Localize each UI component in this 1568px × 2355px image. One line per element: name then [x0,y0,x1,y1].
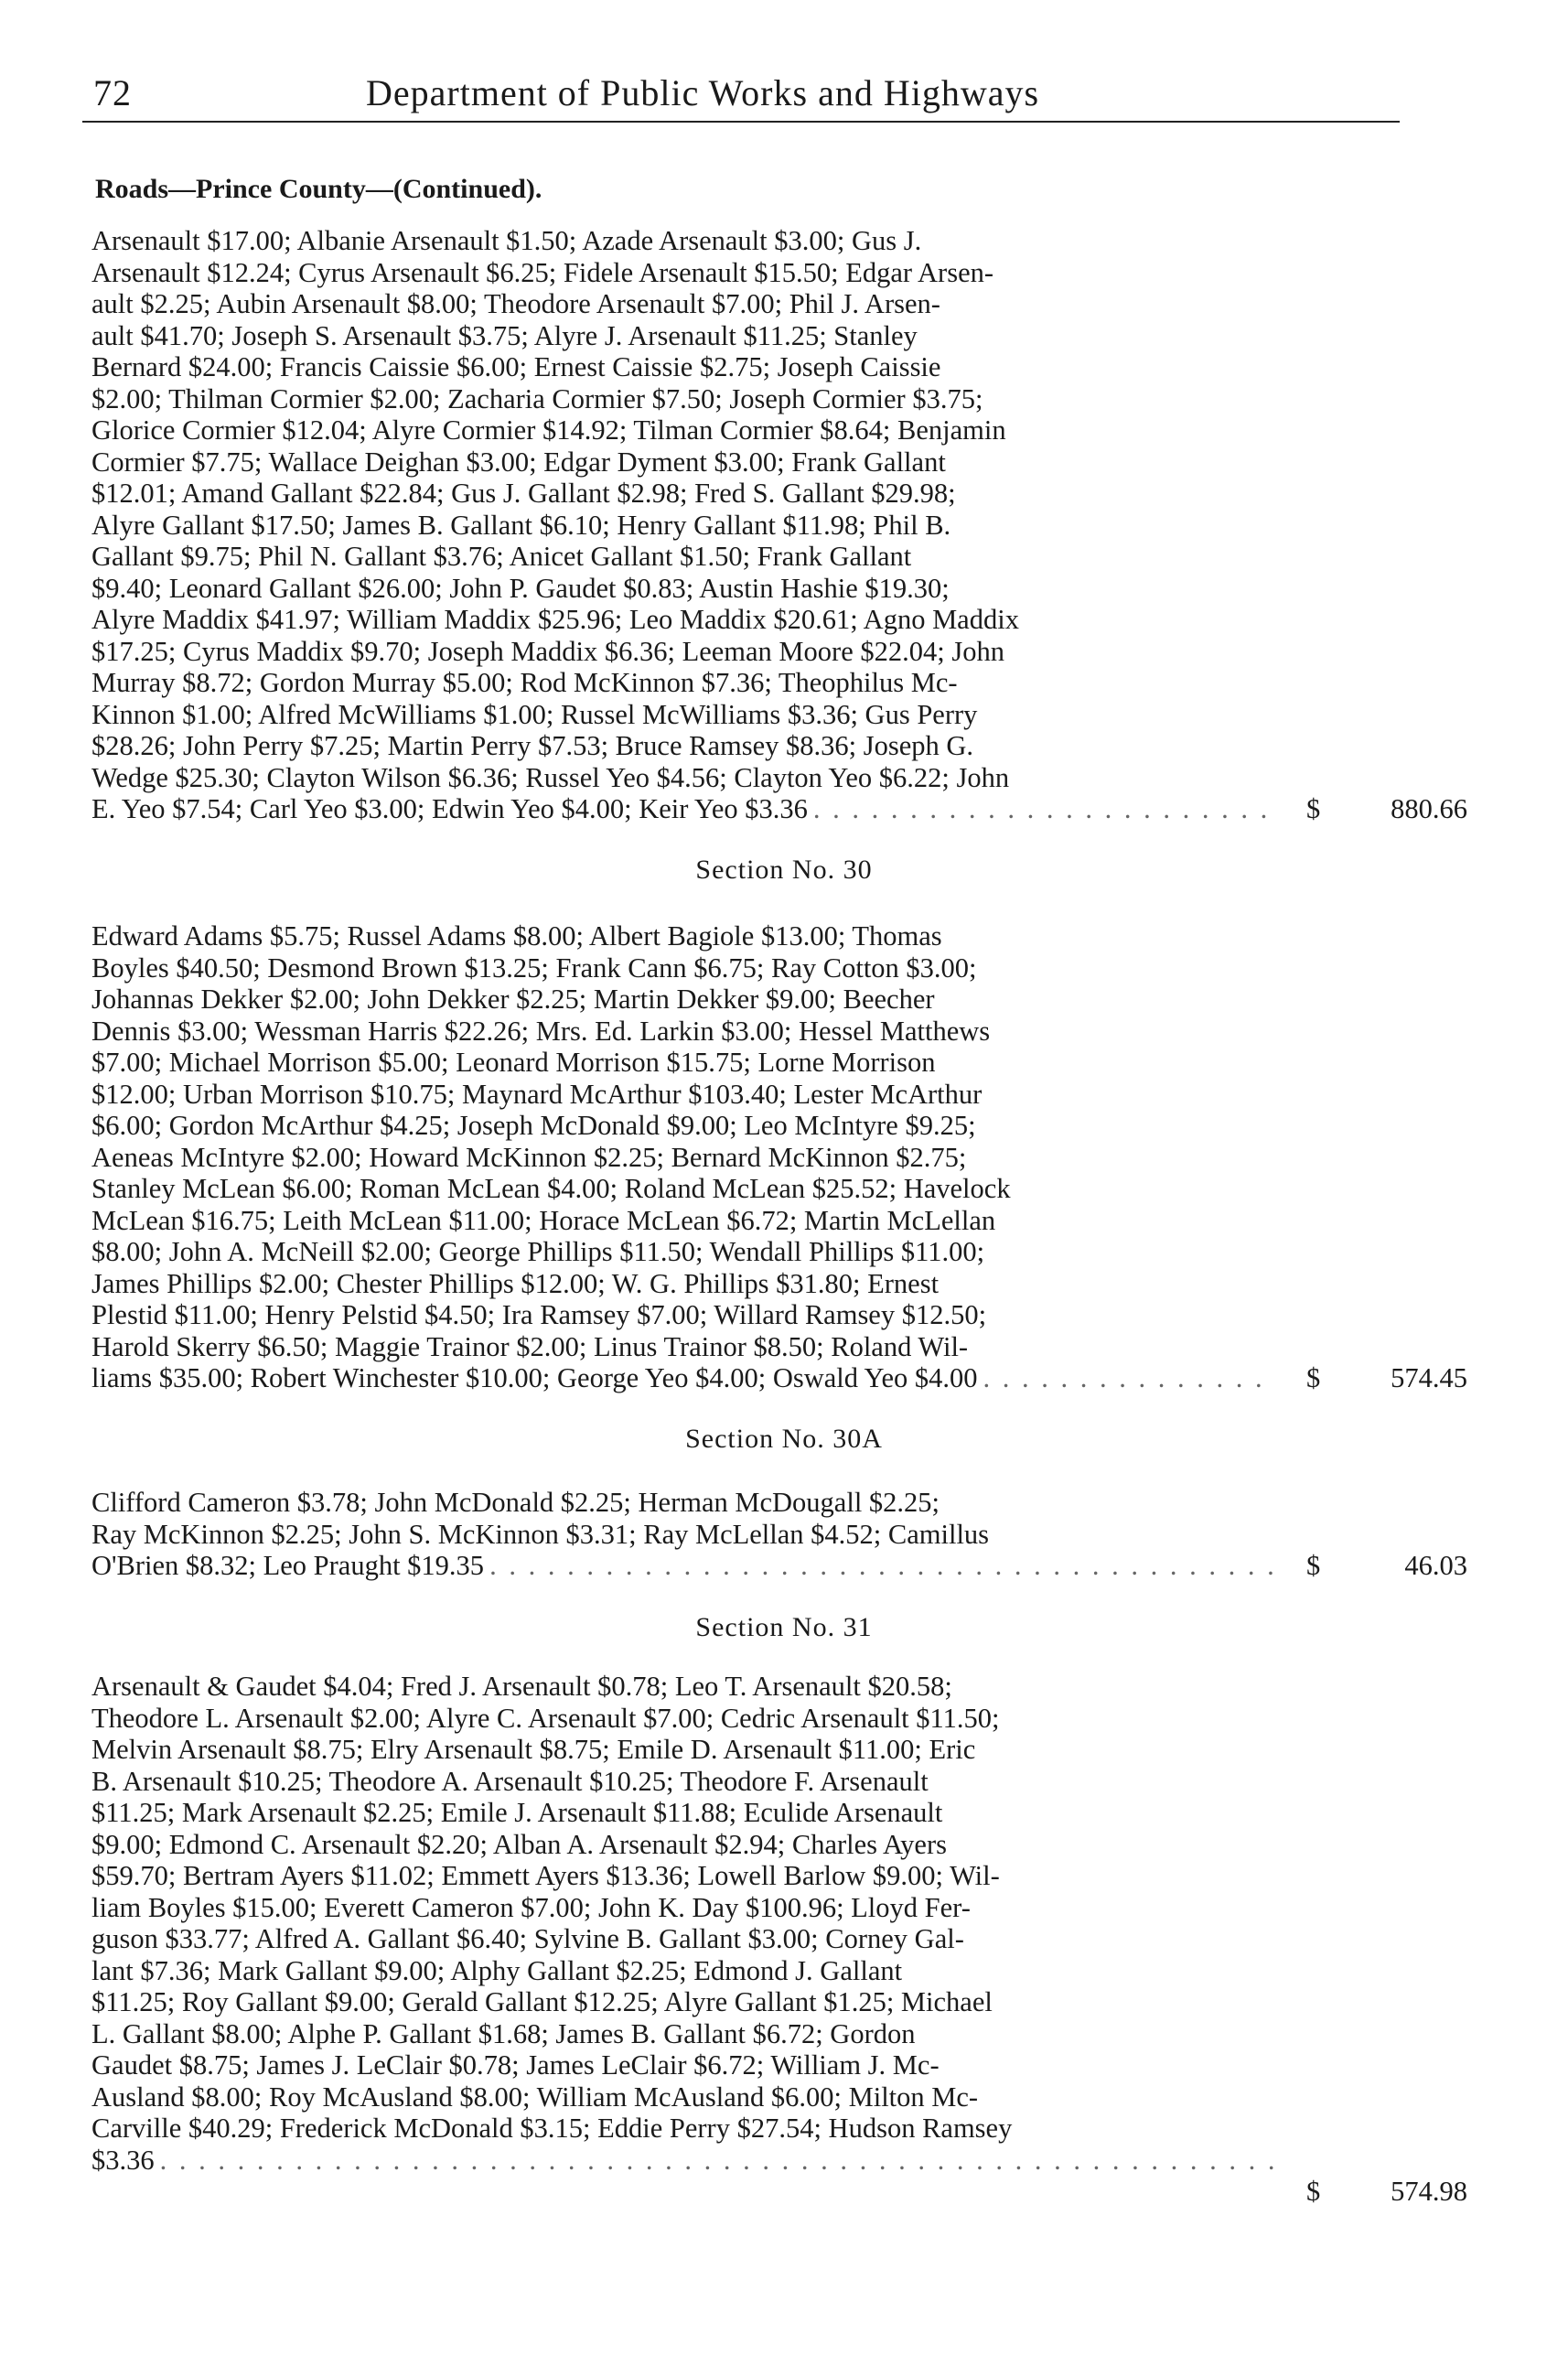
text-line: Stanley McLean $6.00; Roman McLean $4.00; Roland McLean $25.52; Havelock [91,1173,1011,1204]
text-line: $11.25; Roy Gallant $9.00; Gerald Gallant $12.25; Alyre Gallant $1.25; Michael [91,1986,993,2017]
text-line: Melvin Arsenault $8.75; Elry Arsenault $8.75; Emile D. Arsenault $11.00; Eric [91,1734,976,1765]
continued-heading: Roads—Prince County—(Continued). [95,174,542,204]
text-line: Alyre Maddix $41.97; William Maddix $25.96; Leo Maddix $20.61; Agno Maddix [91,604,1019,635]
dot-leader [983,1362,1275,1394]
text-line: Arsenault $17.00; Albanie Arsenault $1.50; Azade Arsenault $3.00; Gus J. [91,225,922,256]
section-total: 880.66 [1391,793,1467,824]
text-line: $9.40; Leonard Gallant $26.00; John P. Gaudet $0.83; Austin Hashie $19.30; [91,572,950,604]
text-line: $9.00; Edmond C. Arsenault $2.20; Alban A. Arsenault $2.94; Charles Ayers [91,1828,948,1860]
text-line: L. Gallant $8.00; Alphe P. Gallant $1.68; James B. Gallant $6.72; Gordon [91,2017,916,2049]
text-line: Dennis $3.00; Wessman Harris $22.26; Mrs. Ed. Larkin $3.00; Hessel Matthews [91,1015,991,1047]
text-line: O'Brien $8.32; Leo Praught $19.35 [91,1550,485,1581]
section-30-block [91,920,1281,1394]
text-line: Edward Adams $5.75; Russel Adams $8.00; Albert Bagiole $13.00; Thomas [91,920,942,952]
section-31-block [91,1671,1281,2176]
last-line-with-leader [91,793,1281,825]
dot-leader [160,2145,1275,2177]
section-total: 46.03 [1404,1550,1467,1581]
text-line: Johannas Dekker $2.00; John Dekker $2.25; Martin Dekker $9.00; Beecher [91,984,935,1015]
page-header [82,66,1400,123]
text-line: liam Boyles $15.00; Everett Cameron $7.00; John K. Day $100.96; Lloyd Fer- [91,1891,971,1923]
text-line: Cormier $7.75; Wallace Deighan $3.00; Edgar Dyment $3.00; Frank Gallant [91,446,946,478]
roads-prince-county-block [91,225,1281,825]
text-line: Glorice Cormier $12.04; Alyre Cormier $14.92; Tilman Cormier $8.64; Benjamin [91,414,1006,446]
text-line: James Phillips $2.00; Chester Phillips $12.00; W. G. Phillips $31.80; Ernest [91,1267,940,1299]
text-line: $3.36 [91,2144,155,2176]
text-line: $17.25; Cyrus Maddix $9.70; Joseph Maddix $6.36; Leeman Moore $22.04; John [91,635,1004,667]
last-line-with-leader [91,1362,1281,1394]
text-line: liams $35.00; Robert Winchester $10.00; George Yeo $4.00; Oswald Yeo $4.00 [91,1362,978,1393]
section-total: 574.98 [1391,2176,1467,2207]
section-title-30a: Section No. 30A [685,1424,883,1454]
text-line: E. Yeo $7.54; Carl Yeo $3.00; Edwin Yeo $4.00; Keir Yeo $3.36 [91,793,808,824]
text-line: $12.00; Urban Morrison $10.75; Maynard McArthur $103.40; Lester McArthur [91,1078,983,1110]
section-30a-block [91,1487,1281,1582]
text-line: Bernard $24.00; Francis Caissie $6.00; Ernest Caissie $2.75; Joseph Caissie [91,351,941,382]
section-title-30: Section No. 30 [695,855,873,885]
text-line: Arsenault & Gaudet $4.04; Fred J. Arsenault $0.78; Leo T. Arsenault $20.58; [91,1671,952,1702]
text-line: Carville $40.29; Frederick McDonald $3.15; Eddie Perry $27.54; Hudson Ramsey [91,2113,1013,2144]
text-line: guson $33.77; Alfred A. Gallant $6.40; Sylvine B. Gallant $3.00; Corney Gal- [91,1923,964,1954]
text-line: $2.00; Thilman Cormier $2.00; Zacharia Cormier $7.50; Joseph Cormier $3.75; [91,382,983,414]
dot-leader [813,793,1275,825]
page-number: 72 [93,72,132,113]
dollar-sign: $ [1306,1550,1321,1581]
text-line: Boyles $40.50; Desmond Brown $13.25; Frank Cann $6.75; Ray Cotton $3.00; [91,952,977,984]
text-line: Wedge $25.30; Clayton Wilson $6.36; Russel Yeo $4.56; Clayton Yeo $6.22; John [91,761,1010,793]
text-line: Harold Skerry $6.50; Maggie Trainor $2.00; Linus Trainor $8.50; Roland Wil- [91,1330,969,1362]
text-line: B. Arsenault $10.25; Theodore A. Arsenault $10.25; Theodore F. Arsenault [91,1765,929,1797]
text-line: McLean $16.75; Leith McLean $11.00; Horace McLean $6.72; Martin McLellan [91,1204,996,1236]
text-line: $6.00; Gordon McArthur $4.25; Joseph McDonald $9.00; Leo McIntyre $9.25; [91,1110,976,1141]
text-line: lant $7.36; Mark Gallant $9.00; Alphy Gallant $2.25; Edmond J. Gallant [91,1954,903,1986]
text-line: ault $41.70; Joseph S. Arsenault $3.75; Alyre J. Arsenault $11.25; Stanley [91,319,918,351]
text-line: Kinnon $1.00; Alfred McWilliams $1.00; Russel McWilliams $3.36; Gus Perry [91,698,978,730]
text-line: Aeneas McIntyre $2.00; Howard McKinnon $2.25; Bernard McKinnon $2.75; [91,1141,967,1173]
text-line: Clifford Cameron $3.78; John McDonald $2.25; Herman McDougall $2.25; [91,1487,940,1518]
text-line: $12.01; Amand Gallant $22.84; Gus J. Gallant $2.98; Fred S. Gallant $29.98; [91,478,956,509]
dot-leader [489,1550,1275,1582]
text-line: $59.70; Bertram Ayers $11.02; Emmett Ayers $13.36; Lowell Barlow $9.00; Wil- [91,1860,1000,1891]
dollar-sign: $ [1306,2176,1321,2207]
text-line: Ray McKinnon $2.25; John S. McKinnon $3.31; Ray McLellan $4.52; Camillus [91,1518,990,1550]
section-title-31: Section No. 31 [695,1612,873,1642]
running-head: Department of Public Works and Highways [366,72,1040,113]
text-line: $8.00; John A. McNeill $2.00; George Phillips $11.50; Wendall Phillips $11.00; [91,1236,985,1267]
text-line: Gaudet $8.75; James J. LeClair $0.78; James LeClair $6.72; William J. Mc- [91,2049,940,2081]
text-line: ault $2.25; Aubin Arsenault $8.00; Theodore Arsenault $7.00; Phil J. Arsen- [91,288,940,319]
text-line: Theodore L. Arsenault $2.00; Alyre C. Arsenault $7.00; Cedric Arsenault $11.50; [91,1702,1000,1734]
text-line: Arsenault $12.24; Cyrus Arsenault $6.25; Fidele Arsenault $15.50; Edgar Arsen- [91,256,994,288]
last-line-with-leader [91,2145,1281,2177]
dollar-sign: $ [1306,793,1321,824]
last-line-with-leader [91,1550,1281,1582]
text-line: $11.25; Mark Arsenault $2.25; Emile J. Arsenault $11.88; Eculide Arsenault [91,1797,943,1828]
text-line: Murray $8.72; Gordon Murray $5.00; Rod McKinnon $7.36; Theophilus Mc- [91,667,958,698]
section-total: 574.45 [1391,1362,1467,1393]
dollar-sign: $ [1306,1362,1321,1393]
text-line: Ausland $8.00; Roy McAusland $8.00; William McAusland $6.00; Milton Mc- [91,2081,979,2113]
text-line: Gallant $9.75; Phil N. Gallant $3.76; Anicet Gallant $1.50; Frank Gallant [91,541,912,572]
text-line: Alyre Gallant $17.50; James B. Gallant $6.10; Henry Gallant $11.98; Phil B. [91,509,951,541]
text-line: $7.00; Michael Morrison $5.00; Leonard Morrison $15.75; Lorne Morrison [91,1047,936,1078]
text-line: $28.26; John Perry $7.25; Martin Perry $7.53; Bruce Ramsey $8.36; Joseph G. [91,730,974,761]
text-line: Plestid $11.00; Henry Pelstid $4.50; Ira Ramsey $7.00; Willard Ramsey $12.50; [91,1299,987,1330]
